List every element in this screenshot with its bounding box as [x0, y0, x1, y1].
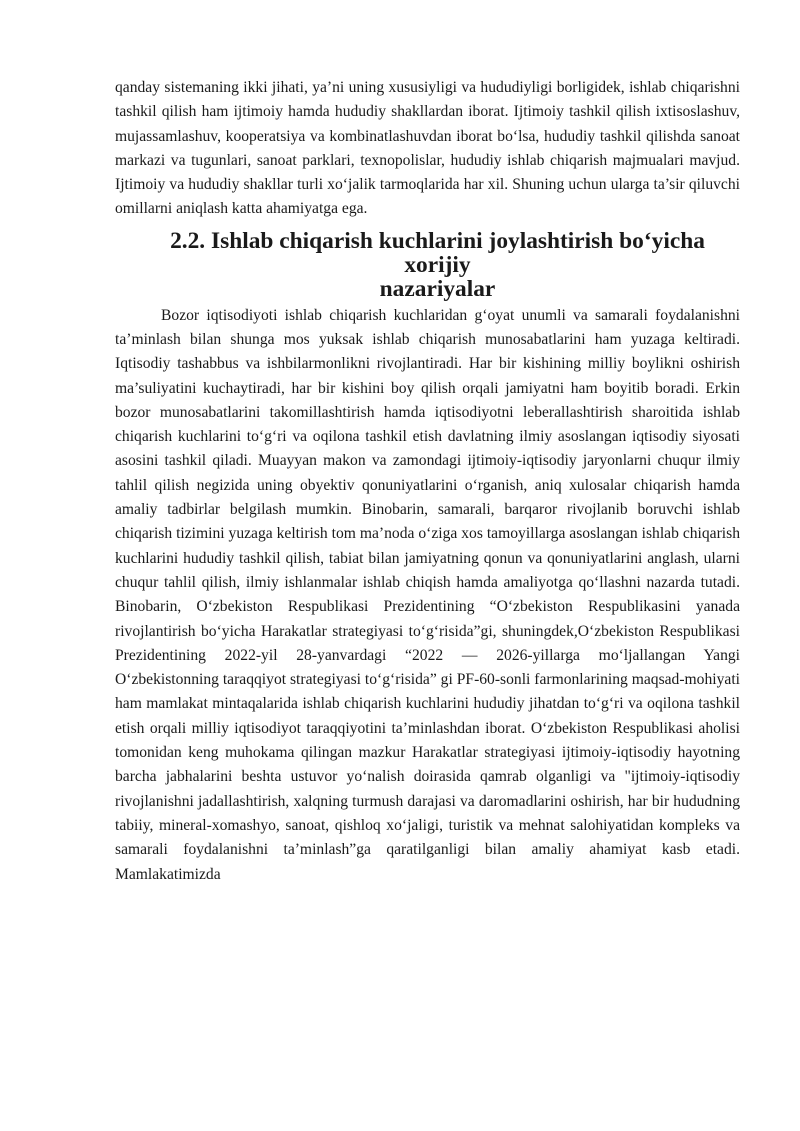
- paragraph-intro: qanday sistemaning ikki jihati, ya’ni uning xususiyligi va hududiyligi borligidek, ishlab chiqarishni tashkil qilish ham ijtimoiy hamda hududiy shakllardan iborat. Ijtimoiy tashkil qilish ixtisoslashuv, mujassamlashuv, kooperatsiya va kombinatlashuvdan iborat bo‘lsa, hududiy tashkil qilishda sanoat markazi va tugunlari, sanoat parklari, texnopolislar, hududiy ishlab chiqarish majmualari mavjud. Ijtimoiy va hududiy shakllar turli xo‘jalik tarmoqlarida har xil. Shuning uchun ularga ta’sir qiluvchi omillarni aniqlash katta ahamiyatga ega.: [115, 79, 740, 218]
- section-heading-line-1: 2.2. Ishlab chiqarish kuchlarini joylashtirish bo‘yicha xorijiy: [170, 227, 705, 279]
- document-page: [115, 76, 740, 887]
- paragraph-main: Bozor iqtisodiyoti ishlab chiqarish kuchlaridan g‘oyat unumli va samarali foydalanishni ta’minlash bilan shunga mos yuksak ishlab chiqarish munosabatlarini ham yuzaga keltiradi. Iqtisodiy tashabbus va ishbilarmonlikni rivojlantiradi. Har bir kishining milliy boylikni oshirish ma’suliyatini kuchaytiradi, har bir kishini boy qilish orqali jamiyatni ham boyitib boradi. Erkin bozor munosabatlarini takomillashtirish hamda iqtisodiyotni leberallashtirish sharoitida ishlab chiqarish kuchlarini to‘g‘ri va oqilona tashkil etish davlatning ilmiy asoslangan iqtisodiy siyosati asosini tashkil qiladi. Muayyan makon va zamondagi ijtimoiy-iqtisodiy jaryonlarni chuqur ilmiy tahlil qilish negizida uning obyektiv qonuniyatlarini o‘rganish, aniq xulosalar chiqarish hamda amaliy tadbirlar belgilash mumkin. Binobarin, samarali, barqaror rivojlanib boruvchi ishlab chiqarish tizimini yuzaga keltirish tom ma’noda o‘ziga xos tamoyillarga asoslangan ishlab chiqarish kuchlarini hududiy tashkil qilish, tabiat bilan jamiyatning qonun va qonuniyatlarini anglash, ularni chuqur tahlil qilish, ilmiy ishlanmalar ishlab chiqish hamda amaliyotga qo‘llashni nazarda tutadi. Binobarin, O‘zbekiston Respublikasi Prezidentining “O‘zbekiston Respublikasini yanada rivojlantirish bo‘yicha Harakatlar strategiyasi to‘g‘risida”gi, shuningdek,O‘zbekiston Respublikasi Prezidentining 2022-yil 28-yanvardagi “2022 — 2026-yillarga mo‘ljallangan Yangi O‘zbekistonning taraqqiyot strategiyasi to‘g‘risida” gi PF-60-sonli farmonlarining maqsad-mohiyati ham mamlakat mintaqalarida ishlab chiqarish kuchlarini hududiy jihatdan to‘g‘ri va oqilona tashkil etish orqali milliy iqtisodiyot taraqqiyotini ta’minlashdan iborat. O‘zbekiston Respublikasi aholisi tomonidan keng muhokama qilingan mazkur Harakatlar strategiyasi ijtimoiy-iqtisodiy hayotning barcha jabhalarini beshta ustuvor yo‘nalish doirasida qamrab olganligi va "ijtimoiy-iqtisodiy rivojlanishni jadallashtirish, xalqning turmush darajasi va daromadlarini oshirish, har bir hududning tabiiy, mineral-xomashyo, sanoat, qishloq xo‘jaligi, turistik va mehnat salohiyatidan kompleks va samarali foydalanishni ta’minlash”ga qaratilganligi bilan amaliy ahamiyat kasb etadi. Mamlakatimizda: [115, 306, 740, 883]
- section-heading-line-2: nazariyalar: [379, 276, 496, 303]
- section-heading: [115, 229, 740, 302]
